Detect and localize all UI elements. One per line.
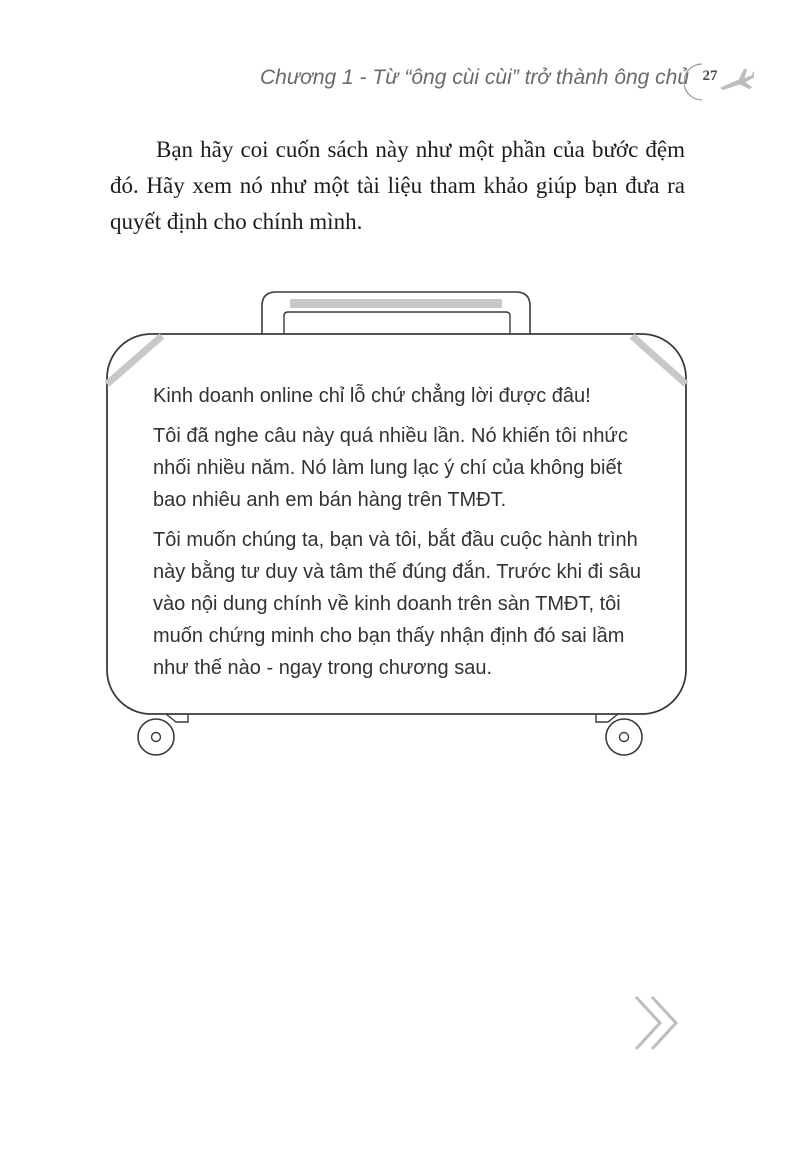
double-chevron-right-icon <box>633 994 683 1052</box>
suitcase-text <box>153 380 648 692</box>
intro-text <box>110 132 685 240</box>
suitcase-handle <box>262 292 530 335</box>
intro-paragraph: Bạn hãy coi cuốn sách này như một phần của bước đệm đó. Hãy xem nó như một tài liệu tham khảo giúp bạn đưa ra quyết định cho chính mình. <box>110 137 685 234</box>
handle-grip <box>290 299 502 308</box>
box-paragraph-3: Tôi muốn chúng ta, bạn và tôi, bắt đầu cuộc hành trình này bằng tư duy và tâm thế đúng đắn. Trước khi đi sâu vào nội dung chính về kinh doanh trên sàn TMĐT, tôi muốn chứng minh cho bạn thấy nhận định đó sai lầm như thế nào - ngay trong chương sau. <box>153 529 641 679</box>
box-paragraph-1: Kinh doanh online chỉ lỗ chứ chẳng lời được đâu! <box>153 385 591 407</box>
wheel-left <box>138 714 188 755</box>
wheel-right <box>596 714 642 755</box>
running-header: Chương 1 - Từ “ông cùi cùi” trở thành ông chủ <box>260 66 690 89</box>
page-number: 27 <box>702 68 718 84</box>
box-paragraph-2: Tôi đã nghe câu này quá nhiều lần. Nó khiến tôi nhức nhối nhiều năm. Nó làm lung lạc ý chí của không biết bao nhiêu anh em bán hàng trên TMĐT. <box>153 425 628 511</box>
